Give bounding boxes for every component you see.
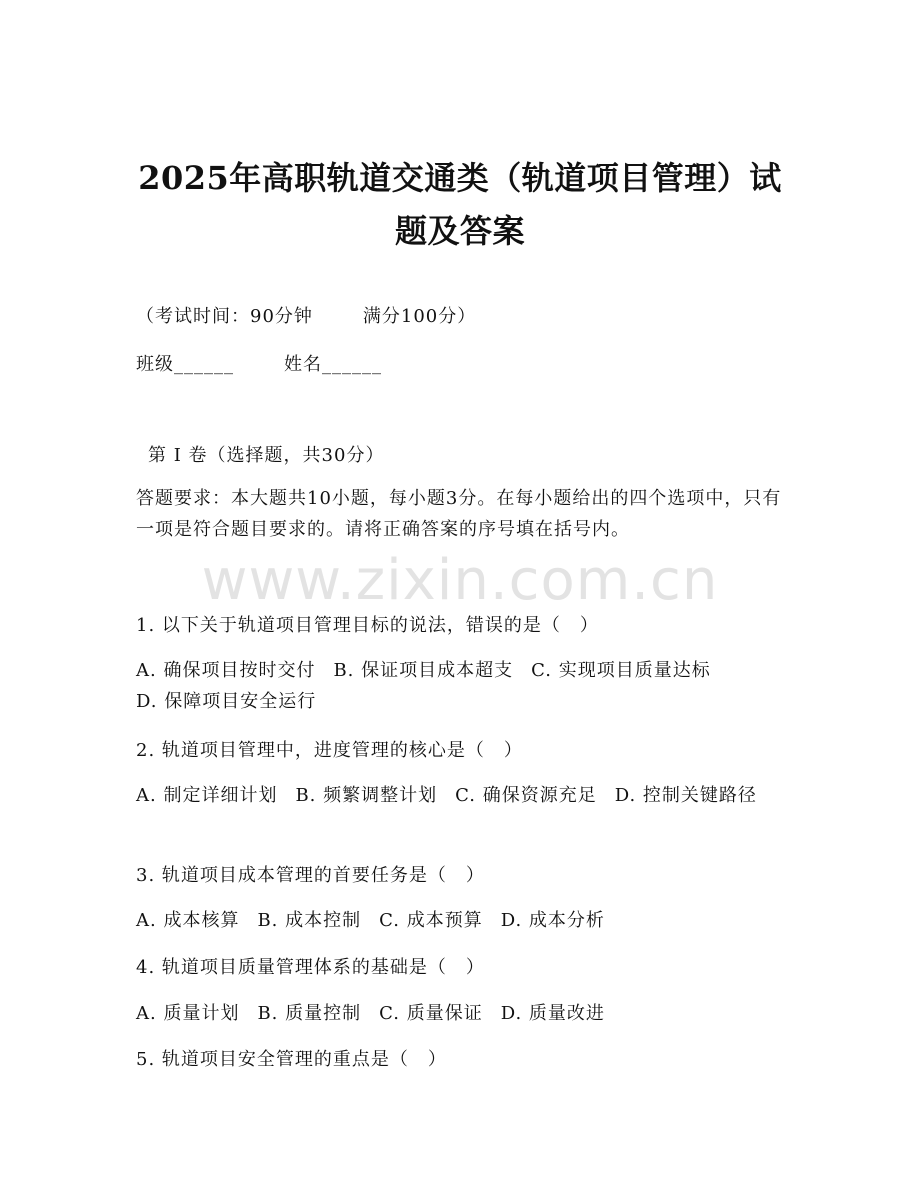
option-c: C. 实现项目质量达标	[531, 660, 711, 681]
question-4-options	[136, 999, 790, 1025]
option-d: D. 质量改进	[500, 1003, 605, 1024]
option-b: B. 质量控制	[257, 1003, 362, 1024]
option-c: C. 确保资源充足	[455, 785, 597, 806]
question-3-options	[136, 906, 790, 932]
option-b: B. 成本控制	[257, 910, 362, 931]
option-a: A. 确保项目按时交付	[136, 660, 316, 681]
document-title	[120, 152, 800, 258]
watermark: www.zixin.com.cn	[201, 548, 719, 613]
option-d: D. 保障项目安全运行	[136, 691, 317, 712]
instructions: 答题要求：本大题共10小题，每小题3分。在每小题给出的四个选项中，只有一项是符合题目要求的。请将正确答案的序号填在括号内。	[136, 488, 782, 540]
title-line-1: 2025年高职轨道交通类（轨道项目管理）试	[138, 159, 782, 197]
option-b: B. 保证项目成本超支	[333, 660, 514, 681]
exam-info	[136, 302, 790, 328]
option-a: A. 制定详细计划	[136, 785, 278, 806]
option-d: D. 成本分析	[500, 910, 605, 931]
section-heading: 第 I 卷（选择题，共30分）	[148, 445, 385, 466]
option-c: C. 质量保证	[379, 1003, 483, 1024]
question-4-stem: 4. 轨道项目质量管理体系的基础是（ ）	[136, 957, 485, 978]
question-5-stem: 5. 轨道项目安全管理的重点是（ ）	[136, 1049, 447, 1070]
student-fields	[136, 350, 790, 376]
option-d: D. 控制关键路径	[614, 785, 757, 806]
question-2-stem: 2. 轨道项目管理中，进度管理的核心是（ ）	[136, 740, 523, 761]
option-b: B. 频繁调整计划	[295, 785, 438, 806]
class-field: 班级______	[136, 354, 234, 375]
name-field: 姓名______	[284, 354, 382, 375]
option-c: C. 成本预算	[379, 910, 483, 931]
exam-time: （考试时间：90分钟	[136, 306, 313, 327]
question-3-stem: 3. 轨道项目成本管理的首要任务是（ ）	[136, 865, 485, 886]
exam-score: 满分100分）	[362, 306, 477, 327]
question-2-options	[136, 780, 790, 811]
option-a: A. 质量计划	[136, 1003, 240, 1024]
title-line-2: 题及答案	[394, 212, 525, 250]
question-1-stem: 1. 以下关于轨道项目管理目标的说法，错误的是（ ）	[136, 615, 599, 636]
question-1-options	[136, 655, 790, 717]
option-a: A. 成本核算	[136, 910, 240, 931]
